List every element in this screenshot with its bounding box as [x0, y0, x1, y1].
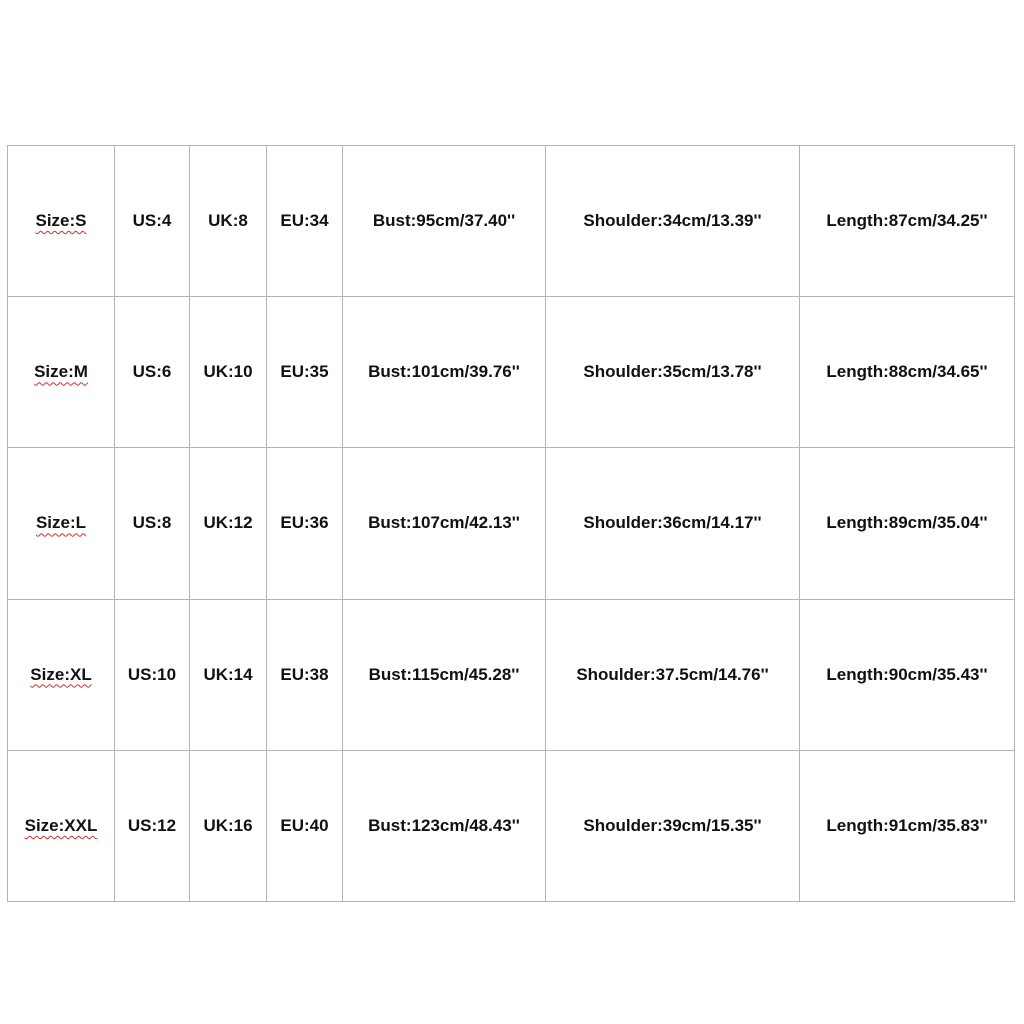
length-cell: Length:89cm/35.04'' — [800, 448, 1015, 599]
eu-size-cell: EU:35 — [267, 297, 343, 448]
length-cell: Length:88cm/34.65'' — [800, 297, 1015, 448]
us-size-cell: US:4 — [115, 146, 190, 297]
shoulder-cell: Shoulder:34cm/13.39'' — [546, 146, 800, 297]
uk-size-cell: UK:14 — [190, 599, 267, 750]
uk-size-cell: UK:12 — [190, 448, 267, 599]
table-row — [8, 750, 1015, 901]
length-cell: Length:87cm/34.25'' — [800, 146, 1015, 297]
us-size-cell: US:8 — [115, 448, 190, 599]
shoulder-cell: Shoulder:39cm/15.35'' — [546, 750, 800, 901]
bust-cell: Bust:101cm/39.76'' — [343, 297, 546, 448]
bust-cell: Bust:123cm/48.43'' — [343, 750, 546, 901]
bust-cell: Bust:107cm/42.13'' — [343, 448, 546, 599]
us-size-cell: US:6 — [115, 297, 190, 448]
table-row — [8, 146, 1015, 297]
size-cell — [8, 599, 115, 750]
us-size-cell: US:10 — [115, 599, 190, 750]
bust-cell: Bust:95cm/37.40'' — [343, 146, 546, 297]
uk-size-cell: UK:16 — [190, 750, 267, 901]
size-cell — [8, 750, 115, 901]
eu-size-cell: EU:38 — [267, 599, 343, 750]
eu-size-cell: EU:40 — [267, 750, 343, 901]
size-label: Size:XXL — [24, 815, 98, 835]
size-cell — [8, 146, 115, 297]
table-row — [8, 599, 1015, 750]
size-label: Size:XL — [30, 664, 92, 684]
length-cell: Length:91cm/35.83'' — [800, 750, 1015, 901]
size-label: Size:L — [35, 513, 87, 533]
size-label: Size:S — [35, 211, 87, 231]
shoulder-cell: Shoulder:37.5cm/14.76'' — [546, 599, 800, 750]
eu-size-cell: EU:36 — [267, 448, 343, 599]
uk-size-cell: UK:8 — [190, 146, 267, 297]
table-row — [8, 297, 1015, 448]
size-label: Size:M — [34, 362, 88, 382]
size-chart-table — [7, 145, 1015, 902]
eu-size-cell: EU:34 — [267, 146, 343, 297]
shoulder-cell: Shoulder:35cm/13.78'' — [546, 297, 800, 448]
shoulder-cell: Shoulder:36cm/14.17'' — [546, 448, 800, 599]
us-size-cell: US:12 — [115, 750, 190, 901]
size-cell — [8, 297, 115, 448]
length-cell: Length:90cm/35.43'' — [800, 599, 1015, 750]
table-row — [8, 448, 1015, 599]
uk-size-cell: UK:10 — [190, 297, 267, 448]
bust-cell: Bust:115cm/45.28'' — [343, 599, 546, 750]
size-cell — [8, 448, 115, 599]
